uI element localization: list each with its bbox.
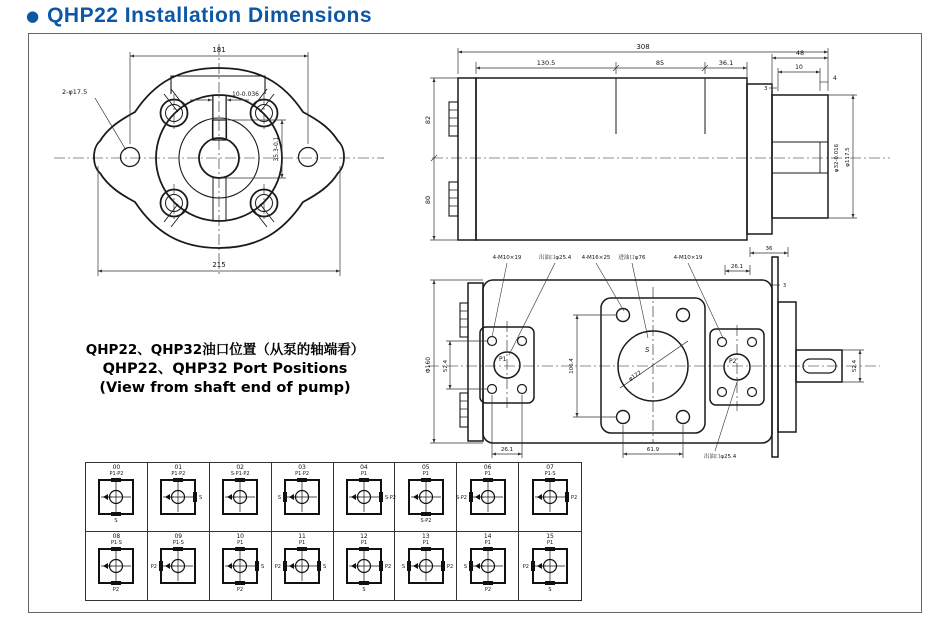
port-grid: [85, 462, 582, 601]
cell-code: 03: [298, 464, 306, 471]
svg-text:S: S: [401, 563, 405, 570]
dim-bottom-61: 61.9: [646, 447, 660, 453]
port-diagram: [87, 546, 145, 594]
svg-text:S·P2: S·P2: [455, 495, 467, 501]
port-position-cell-05: [395, 463, 457, 532]
port-position-cell-15: [519, 532, 581, 601]
cell-ports-label: P1·S: [172, 539, 184, 546]
cell-code: 15: [546, 532, 554, 540]
port-diagram: [211, 477, 269, 525]
cell-code: 08: [112, 532, 121, 540]
bullet-icon: ●: [26, 6, 40, 25]
port-position-cell-03: [272, 463, 334, 532]
cell-code: 00: [112, 464, 121, 471]
caption-line-en2: (View from shaft end of pump): [99, 380, 351, 396]
cell-code: 05: [421, 464, 430, 471]
cell-code: 10: [236, 532, 244, 540]
port-diagram: [397, 546, 455, 594]
cell-ports-label: P1: [422, 471, 429, 477]
port-position-cell-06: [457, 463, 519, 532]
port-position-cell-14: [457, 532, 519, 601]
cell-code: 07: [546, 464, 554, 471]
cell-code: 13: [421, 532, 430, 540]
svg-text:S·P2: S·P2: [384, 495, 396, 501]
cell-code: 09: [174, 532, 183, 540]
port-position-caption: [55, 341, 395, 398]
dim-side-key-length: 10: [795, 64, 803, 71]
port-diagram: [521, 546, 579, 594]
cell-code: 06: [483, 464, 492, 471]
cell-code: 12: [360, 532, 368, 540]
svg-text:P2: P2: [446, 563, 454, 570]
cell-ports-label: P1: [484, 539, 491, 546]
dim-side-overall: 308: [636, 43, 650, 51]
port-position-cell-04: [334, 463, 396, 532]
dim-key-height: 35.3-0.1: [273, 136, 280, 162]
svg-text:S: S: [199, 495, 203, 501]
callout-outlet-1: 出油口φ25.4: [538, 255, 572, 261]
port-view-drawing: [420, 245, 937, 465]
page-title-bar: [26, 4, 372, 28]
caption-line-en1: QHP22、QHP32 Port Positions: [102, 361, 348, 377]
port-diagram: [521, 477, 579, 525]
dim-side-rear-gap: 36.1: [718, 59, 734, 67]
cell-ports-label: P1·S: [110, 539, 122, 546]
port-diagram: [273, 477, 331, 525]
port-position-cell-07: [519, 463, 581, 532]
front-view-drawing: [40, 36, 404, 288]
cell-ports-label: P1·P2: [295, 471, 310, 477]
page-title: QHP22 Installation Dimensions: [47, 4, 372, 27]
svg-text:S: S: [362, 586, 366, 593]
dim-side-key-offset: 4: [833, 75, 837, 82]
cell-code: 11: [298, 532, 306, 540]
dim-side-rear: 48: [795, 49, 805, 57]
cell-ports-label: P1: [360, 471, 368, 477]
svg-text:P2: P2: [113, 586, 120, 593]
cell-ports-label: P1: [484, 471, 491, 477]
svg-text:S: S: [463, 563, 467, 570]
port-position-cell-11: [272, 532, 334, 601]
caption-line-cn: QHP22、QHP32油口位置（从泵的轴端看）: [85, 342, 365, 358]
port-position-cell-10: [210, 532, 272, 601]
port-position-cell-12: [334, 532, 396, 601]
callout-p1-bolts: 4-M10×19: [492, 255, 522, 261]
svg-text:S: S: [548, 586, 552, 593]
port-position-cell-02: [210, 463, 272, 532]
dim-top-26: 26.1: [730, 264, 744, 270]
port-position-cell-01: [148, 463, 210, 532]
port-position-cell-08: [86, 532, 148, 601]
dim-shaft-dia: φ32-0.016: [834, 143, 840, 173]
svg-text:P2: P2: [237, 586, 244, 593]
svg-text:P2: P2: [384, 563, 392, 570]
cell-code: 04: [360, 464, 368, 471]
svg-text:S: S: [323, 563, 327, 570]
dim-side-lower: 80: [424, 195, 432, 205]
svg-text:P2: P2: [274, 563, 282, 570]
side-view-drawing: [420, 38, 937, 250]
cell-ports-label: P1: [360, 539, 368, 546]
dim-side-mid: 85: [655, 59, 665, 67]
cell-ports-label: S·P1·P2: [230, 471, 250, 477]
cell-code: 01: [174, 464, 183, 471]
port-diagram: [335, 546, 393, 594]
dim-p1-bolt-v: 52.4: [443, 359, 449, 373]
port-diagram: [397, 477, 455, 525]
cell-code: 02: [236, 464, 244, 471]
label-port-p2: P2: [729, 358, 737, 365]
port-position-cell-09: [148, 532, 210, 601]
port-position-cell-13: [395, 532, 457, 601]
callout-s-bolts: 4-M16×25: [581, 255, 611, 261]
cell-ports-label: P1: [237, 539, 244, 546]
dim-s-port-dia: φ122: [627, 369, 643, 383]
dim-side-step: 3: [764, 86, 768, 92]
callout-inlet: 进油口φ76: [618, 255, 646, 261]
callout-outlet-2: 出油口φ25.4: [703, 454, 737, 460]
cell-ports-label: P1: [546, 539, 554, 546]
cell-ports-label: P1: [422, 539, 429, 546]
cell-ports-label: P1·P2: [109, 471, 124, 477]
dim-top-3: 3: [783, 283, 787, 289]
dim-bottom-26: 26.1: [500, 447, 514, 453]
svg-text:P2: P2: [151, 563, 158, 570]
dim-top-36: 36: [765, 246, 773, 252]
svg-text:S: S: [261, 563, 265, 570]
label-port-p1: P1: [499, 356, 507, 363]
label-port-s: S: [645, 346, 650, 354]
port-diagram: [335, 477, 396, 525]
svg-text:S·P2: S·P2: [420, 518, 432, 524]
dim-front-bolt-spacing: 181: [212, 46, 226, 54]
dim-body-dia: Φ160: [425, 356, 432, 374]
cell-ports-label: P1: [298, 539, 306, 546]
svg-text:P2: P2: [522, 563, 530, 570]
port-diagram: [459, 546, 517, 594]
port-diagram: [149, 477, 207, 525]
cell-code: 14: [483, 532, 492, 540]
port-diagram: [273, 546, 331, 594]
port-diagram: [211, 546, 269, 594]
cell-ports-label: P1·S: [544, 471, 556, 477]
svg-text:P2: P2: [571, 495, 578, 501]
svg-text:P2: P2: [484, 586, 491, 593]
dim-key-width: 10-0.036: [232, 91, 259, 98]
cell-ports-label: P1·P2: [171, 471, 186, 477]
dim-side-upper: 82: [424, 115, 432, 125]
port-diagram: [455, 477, 517, 525]
port-position-cell-00: [86, 463, 148, 532]
dim-rear-body-dia: φ117.5: [845, 147, 851, 167]
port-diagram: [87, 477, 145, 525]
dim-key-v: 52.4: [852, 359, 858, 373]
svg-text:S: S: [114, 518, 119, 524]
callout-p2-bolts: 4-M10×19: [673, 255, 703, 261]
dim-s-bolt-v: 106.4: [569, 358, 575, 374]
svg-text:S: S: [277, 495, 282, 501]
dim-side-front: 130.5: [536, 59, 556, 67]
label-mount-holes: 2-φ17.5: [62, 88, 88, 96]
port-diagram: [149, 546, 207, 594]
dim-front-overall: 215: [212, 261, 226, 269]
